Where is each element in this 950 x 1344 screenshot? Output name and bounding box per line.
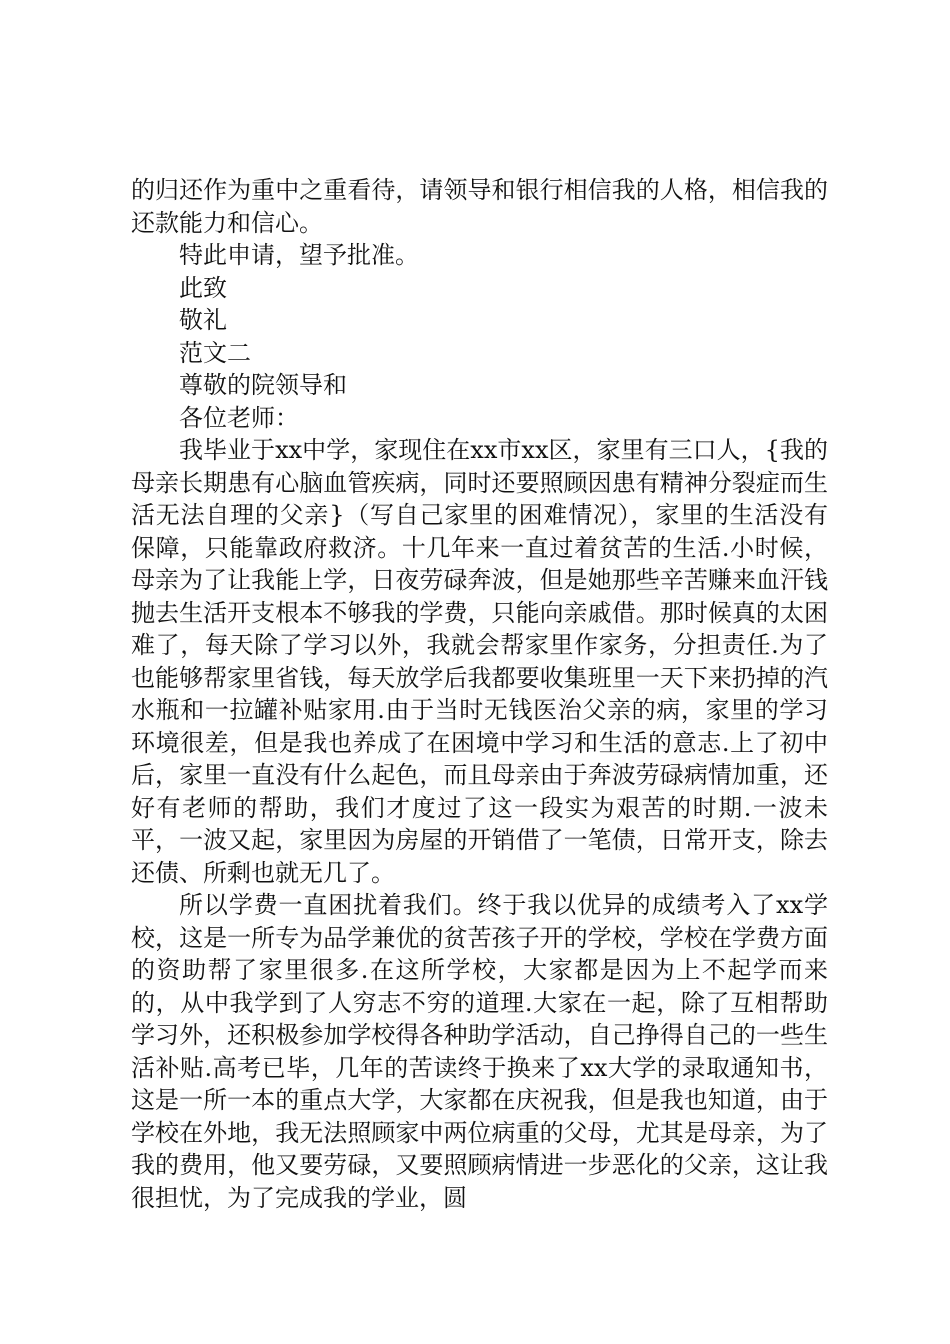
- closing-jingli: 敬礼: [179, 306, 227, 334]
- paragraph-repayment-commitment: 的归还作为重中之重看待，请领导和银行相信我的人格，相信我的还款能力和信心。: [131, 176, 828, 237]
- paragraph-tuition-struggle: 所以学费一直困扰着我们。终于我以优异的成绩考入了xx学校，这是一所专为品学兼优的贫苦孩子开的学校，学校在学费方面的资助帮了家里很多.在这所学校，大家都是因为上不起学而来的，从中我学到了人穷志不穷的道理.大家在一起，除了互相帮助学习外，还积极参加学校得各种助学活动，自己挣得自己的一些生活补贴.高考已毕，几年的苦读终于换来了xx大学的录取通知书，这是一所一本的重点大学，大家都在庆祝我，但是我也知道，由于学校在外地，我无法照顾家中两位病重的父母，尤其是母亲，为了我的费用，他又要劳碌，又要照顾病情进一步恶化的父亲，这让我很担忧，为了完成我的学业，圆: [131, 891, 828, 1212]
- paragraph-request-approval: 特此申请，望予批准。: [179, 241, 419, 269]
- salutation-teachers: 各位老师：: [179, 403, 299, 432]
- closing-cizhi: 此致: [179, 273, 227, 302]
- paragraph-family-situation: 我毕业于xx中学，家现住在xx市xx区，家里有三口人，{我的母亲长期患有心脑血管疾病，同时还要照顾因患有精神分裂症而生活无法自理的父亲}（写自己家里的困难情况），家里的生活没有保障，只能靠政府救济。十几年来一直过着贫苦的生活.小时候，母亲为了让我能上学，日夜劳碌奔波，但是她那些辛苦赚来血汗钱抛去生活开支根本不够我的学费，只能向亲戚借。那时候真的太困难了，每天除了学习以外，我就会帮家里作家务，分担责任.为了也能够帮家里省钱，每天放学后我都要收集班里一天下来扔掉的汽水瓶和一拉罐补贴家用.由于当时无钱医治父亲的病，家里的学习环境很差，但是我也养成了在困境中学习和生活的意志.上了初中后，家里一直没有什么起色，而且母亲由于奔波劳碌病情加重，还好有老师的帮助，我们才度过了这一段实为艰苦的时期.一波未平，一波又起，家里因为房屋的开销借了一笔债，日常开支，除去还债、所剩也就无几了。: [131, 436, 828, 887]
- document-body: [131, 174, 828, 1214]
- sample-two-heading: 范文二: [179, 338, 251, 367]
- salutation-leaders: 尊敬的院领导和: [179, 371, 347, 399]
